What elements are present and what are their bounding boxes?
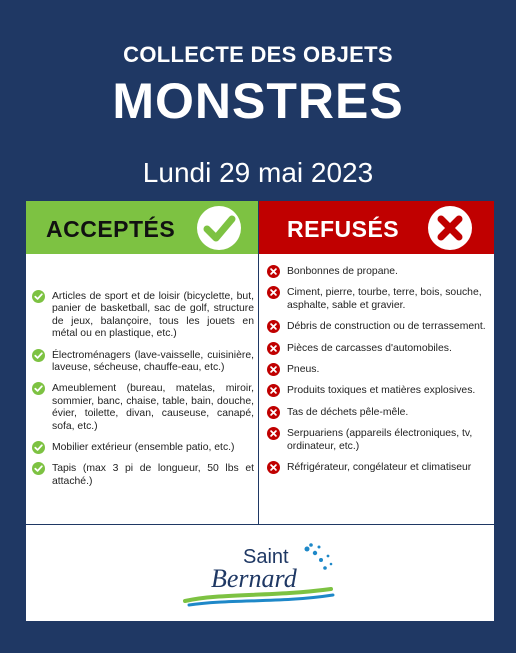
x-icon [267,286,280,299]
check-icon [32,349,45,362]
accepted-item-text: Articles de sport et de loisir (bicyclette, but, panier de basketball, sac de golf, structure de jeux, balançoire, tous les jouets en métal ou en plastique, etc.) [52,291,254,340]
refused-item-text: Tas de déchets pêle-mêle. [287,406,409,418]
check-icon [32,382,45,395]
logo-dots-icon [305,543,333,570]
x-icon [267,342,280,355]
list-item [32,383,254,433]
refused-item-text: Réfrigérateur, congélateur et climatiseur [287,462,472,474]
accepted-item-text: Tapis (max 3 pi de longueur, 50 lbs et attaché.) [52,463,254,487]
list-item [267,287,487,312]
x-icon [267,320,280,333]
accepted-item-text: Électroménagers (lave-vaisselle, cuisinière, laveuse, sécheuse, chauffe-eau, etc.) [52,349,254,374]
list-item [267,321,487,333]
list-item [32,350,254,375]
list-item [267,343,487,355]
items-card [25,200,495,622]
accepted-heading: ACCEPTÉS [46,216,176,242]
x-icon [267,265,280,278]
refused-item-text: Débris de construction ou de terrassement. [287,321,486,333]
check-icon [32,441,45,454]
check-icon [32,462,45,475]
column-divider [258,254,259,524]
list-item [32,442,254,454]
title-line-1: COLLECTE DES OBJETS [123,42,393,67]
refused-item-text: Pneus. [287,364,320,376]
x-icon [267,427,280,440]
list-item [267,462,487,474]
list-item [267,364,487,376]
x-icon [267,363,280,376]
refused-heading: REFUSÉS [287,216,400,242]
refused-item-text: Ciment, pierre, tourbe, terre, bois, souche, asphalte, sable et gravier. [287,287,482,311]
check-circle-icon [196,205,242,251]
x-icon [267,406,280,419]
refused-item-text: Serpuariens (appareils électroniques, tv, ordinateur, etc.) [287,428,473,452]
saint-bernard-logo [181,539,341,611]
refused-item-text: Pièces de carcasses d'automobiles. [287,342,452,354]
footer-divider [26,524,494,525]
accepted-header [26,201,259,254]
list-item [32,463,254,488]
refused-list [267,266,487,483]
accepted-item-text: Mobilier extérieur (ensemble patio, etc.) [52,442,235,454]
x-icon [267,461,280,474]
x-icon [267,384,280,397]
list-item [32,291,254,341]
x-circle-icon [427,205,473,251]
list-item [267,266,487,278]
title-line-2: MONSTRES [112,73,404,129]
check-icon [32,290,45,303]
logo-line-2: Bernard [211,564,297,593]
accepted-item-text: Ameublement (bureau, matelas, miroir, sommier, banc, chaise, table, bain, douche, évier, toilette, divan, causeuse, canapé, sofa, etc.) [52,383,254,432]
refused-item-text: Bonbonnes de propane. [287,266,398,277]
accepted-list [32,291,254,497]
refused-item-text: Produits toxiques et matières explosives. [287,385,476,397]
event-date: Lundi 29 mai 2023 [142,157,374,188]
logo-line-1: Saint [243,546,289,568]
list-item [267,407,487,419]
refused-header [259,201,494,254]
list-item [267,385,487,397]
list-item [267,428,487,453]
